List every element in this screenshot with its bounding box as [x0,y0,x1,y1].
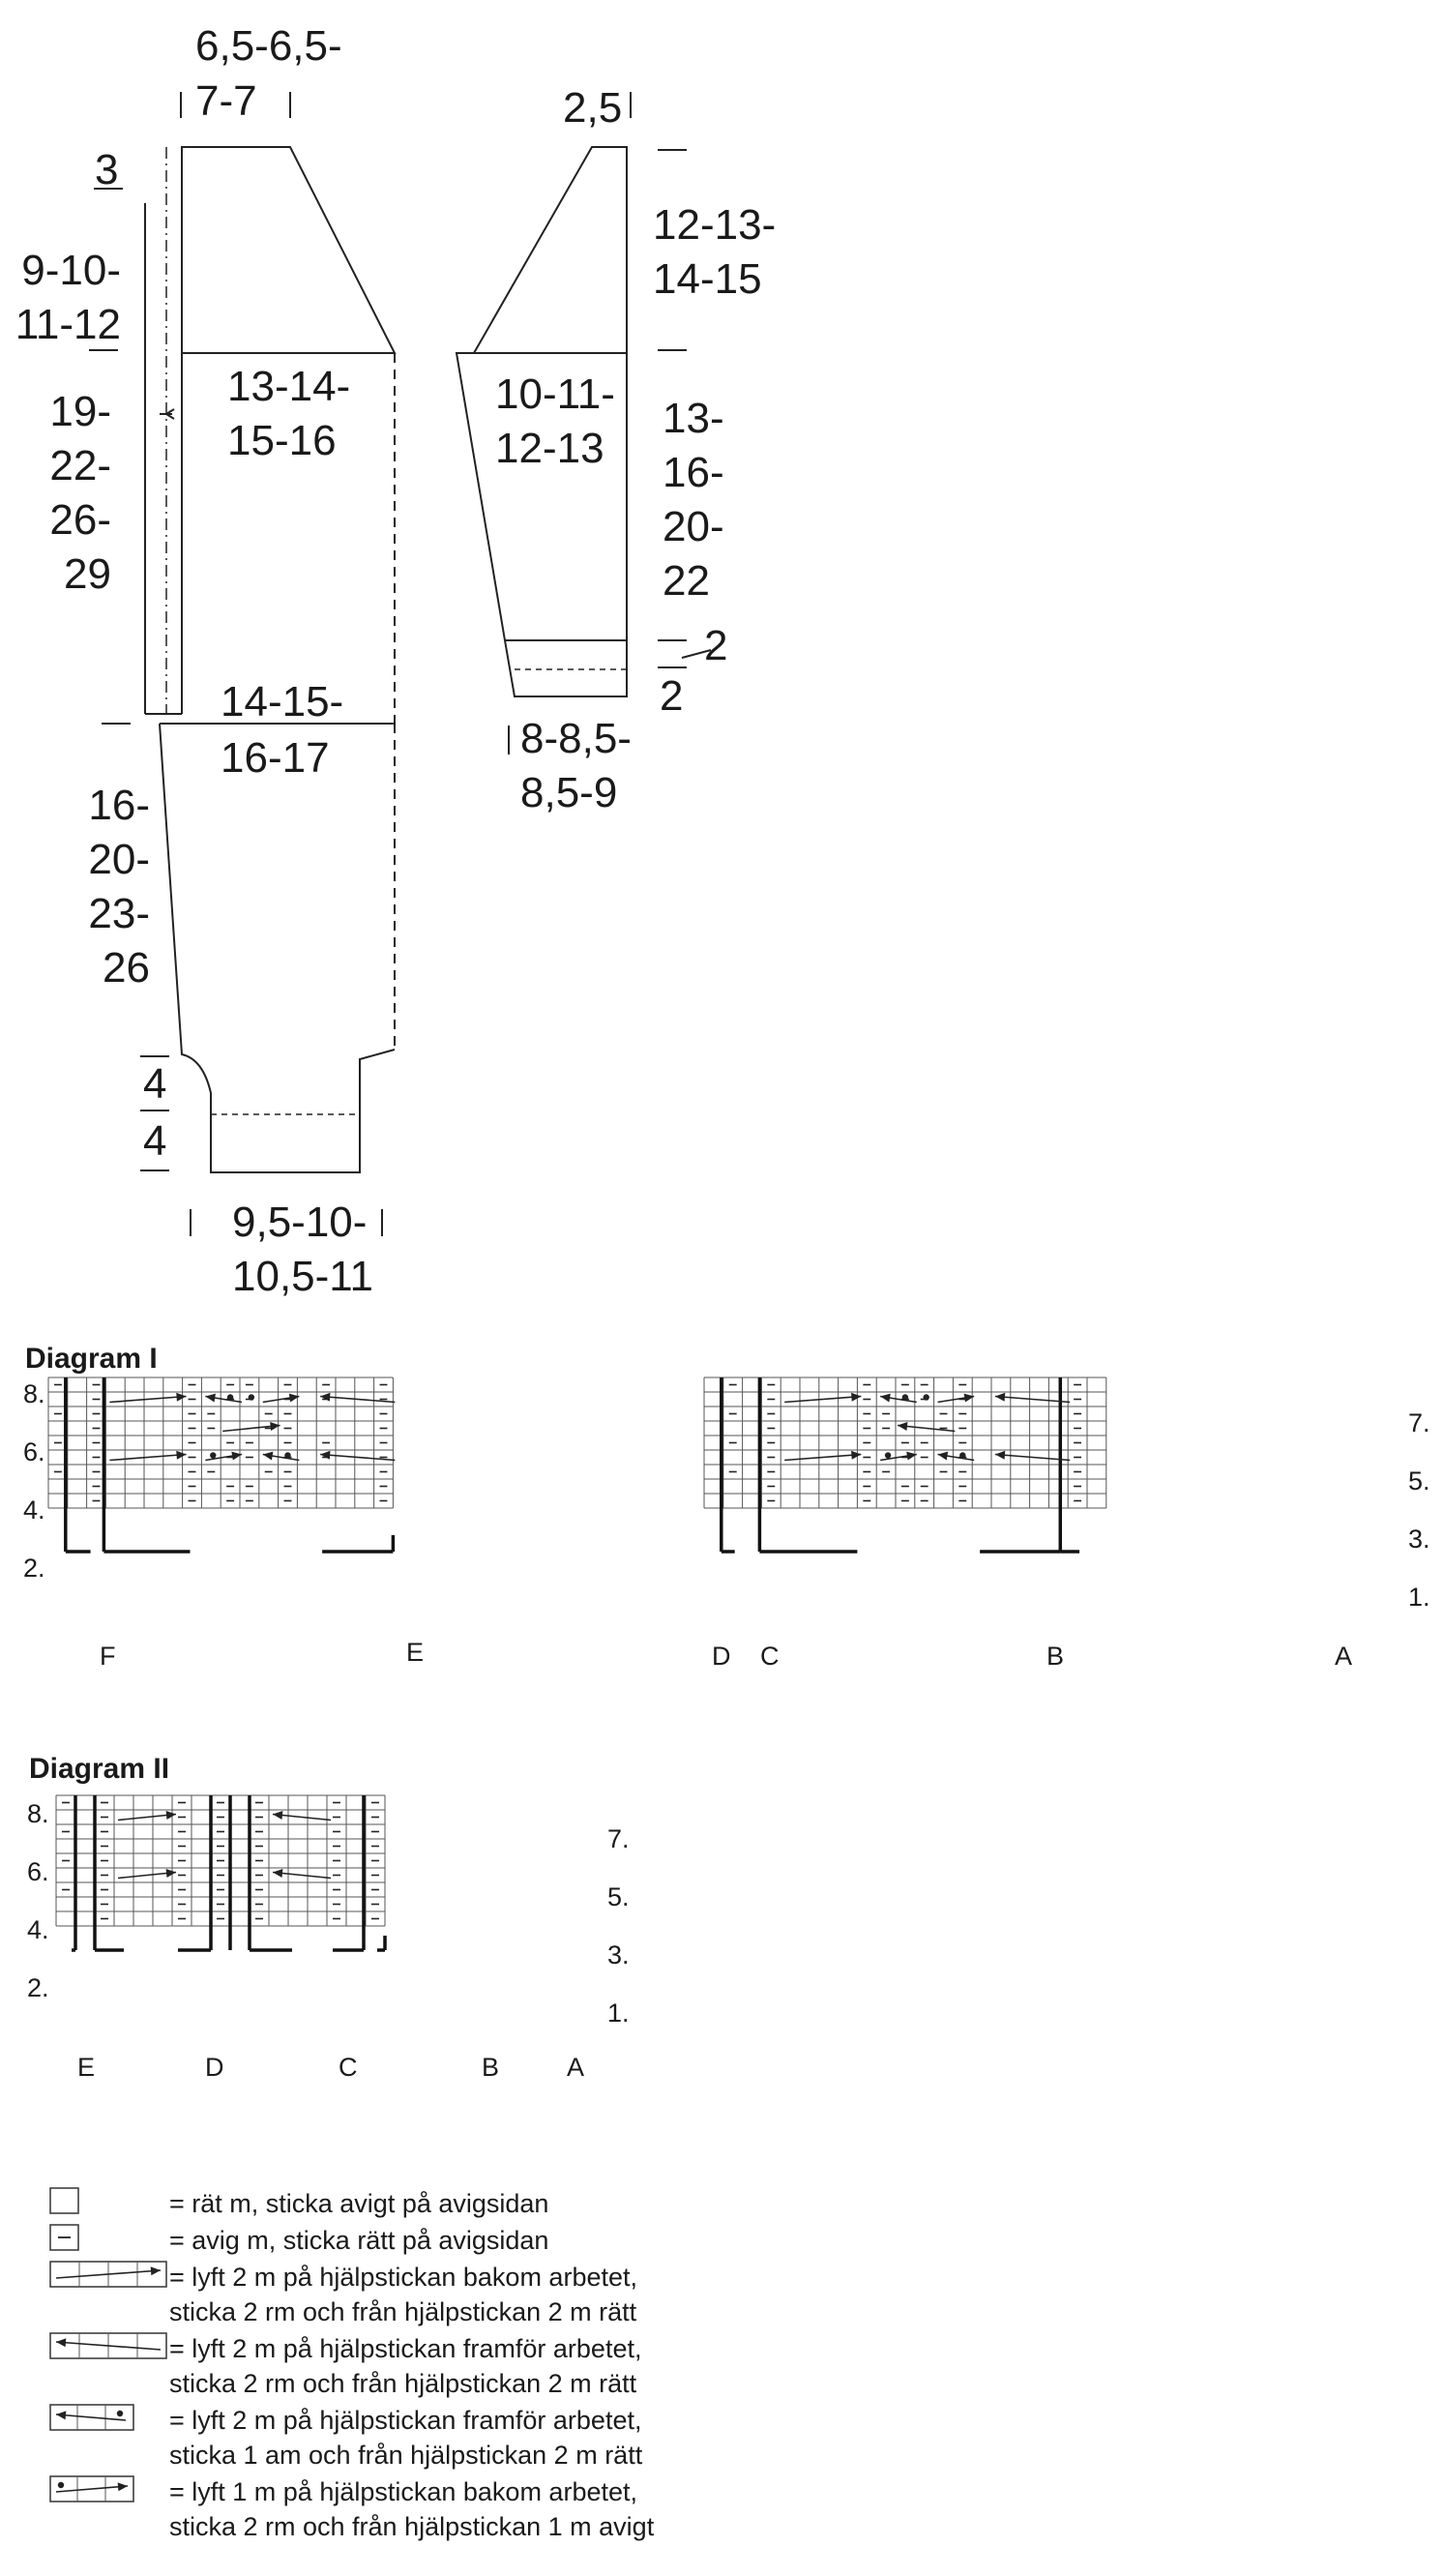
d2-section-E: E [77,2053,96,2082]
label-back-length-3: 20- [663,503,724,550]
legend-arrow-right-dot-head [118,2482,128,2491]
d1-section-D: D [712,1642,731,1671]
d2-left-row-8: 8. [27,1799,49,1828]
label-cuff-a: 4 [143,1060,167,1108]
legend-arrow-right-dot [56,2486,128,2492]
label-back-cuff-width-1: 8-8,5- [520,715,632,762]
label-back-yoke-width-2: 12-13 [495,425,604,472]
legend-arrow-right-head [151,2266,161,2275]
dot-marker [58,2482,64,2488]
label-sleeve-length-4: 26 [103,944,150,992]
label-back-band-b: 2 [660,672,684,720]
label-front-length-1: 19- [49,388,111,435]
d1-right-row-7: 7. [1408,1408,1430,1437]
label-yoke-width-2: 15-16 [227,417,337,464]
label-front-length-3: 26- [49,496,111,544]
diagram-2-title: Diagram II [29,1753,170,1785]
d2-right-row-7: 7. [607,1824,630,1853]
d1-right-row-1: 1. [1408,1583,1430,1612]
legend-text-3b: sticka 2 rm och från hjälpstickan 2 m rätt [169,2297,637,2326]
legend-text-1: = rät m, sticka avigt på avigsidan [169,2189,549,2218]
diagram-1-title: Diagram I [25,1343,158,1375]
d2-right-row-3: 3. [607,1940,630,1969]
label-yoke-width-1: 13-14- [227,363,351,410]
label-sleeve-length-3: 23- [88,890,150,937]
label-front-length-2: 22- [49,442,111,489]
d2-left-row-2: 2. [27,1973,49,2002]
legend-text-4a: = lyft 2 m på hjälpstickan framför arbetet, [169,2334,642,2363]
label-front-neck-depth-1: 9-10- [21,247,121,294]
legend-text-2: = avig m, sticka rätt på avigsidan [169,2226,549,2255]
d2-left-row-4: 4. [27,1915,49,1944]
label-sleeve-length-2: 20- [88,836,150,883]
d2-section-A: A [567,2053,585,2082]
legend-arrow-left-dot-head [56,2411,66,2419]
legend-text-5b: sticka 1 am och från hjälpstickan 2 m rätt [169,2441,643,2470]
legend-text-4b: sticka 2 rm och från hjälpstickan 2 m rätt [169,2369,637,2398]
d1-section-B: B [1046,1642,1065,1671]
d1-section-F: F [100,1642,116,1671]
legend-text-3a: = lyft 2 m på hjälpstickan bakom arbetet, [169,2263,637,2292]
legend-symbol-empty [50,2188,78,2213]
label-body-width-1: 14-15- [221,678,344,725]
d1-right-row-3: 3. [1408,1525,1430,1554]
label-back-cuff-width-2: 8,5-9 [520,769,618,816]
label-back-neck-depth-2: 14-15 [653,255,762,303]
label-front-neck-depth-2: 11-12 [15,301,121,348]
legend-text-6a: = lyft 1 m på hjälpstickan bakom arbetet, [169,2477,637,2506]
d2-section-B: B [482,2053,500,2082]
d2-left-row-6: 6. [27,1857,49,1886]
d2-right-row-5: 5. [607,1882,630,1911]
label-back-band-a: 2 [704,622,728,669]
label-top-front-width-2: 7-7 [195,77,257,125]
label-back-neck-depth-1: 12-13- [653,201,777,249]
d1-left-row-2: 2. [23,1554,45,1583]
label-cuff-width-2: 10,5-11 [232,1253,373,1300]
d1-section-E: E [406,1638,425,1667]
label-sleeve-length-1: 16- [88,782,150,829]
d1-section-A: A [1335,1642,1353,1671]
label-body-width-2: 16-17 [221,734,330,782]
label-cuff-width-1: 9,5-10- [232,1199,368,1246]
d1-left-row-4: 4. [23,1495,45,1525]
d2-section-C: C [339,2053,358,2082]
legend-text-6b: sticka 2 rm och från hjälpstickan 1 m avigt [169,2512,655,2541]
legend-arrow-left-head [56,2338,66,2347]
legend-arrow-left-dot [56,2414,126,2420]
d1-left-row-8: 8. [23,1379,45,1408]
label-top-front-width-1: 6,5-6,5- [195,22,342,70]
d1-right-row-5: 5. [1408,1466,1430,1495]
label-front-length-4: 29 [64,550,111,598]
legend-text-5a: = lyft 2 m på hjälpstickan framför arbetet, [169,2406,642,2435]
label-back-yoke-width-1: 10-11- [495,370,615,418]
d2-section-D: D [205,2053,224,2082]
label-back-length-2: 16- [663,449,724,496]
d1-left-row-6: 6. [23,1437,45,1466]
label-back-length-4: 22 [663,557,710,605]
label-back-length-1: 13- [663,395,724,442]
d1-section-C: C [760,1642,780,1671]
label-top-back-width: 2,5 [563,84,623,132]
label-cuff-b: 4 [143,1117,167,1165]
dot-marker [117,2411,123,2416]
d2-right-row-1: 1. [607,1999,630,2028]
label-band-top: 3 [95,146,119,193]
